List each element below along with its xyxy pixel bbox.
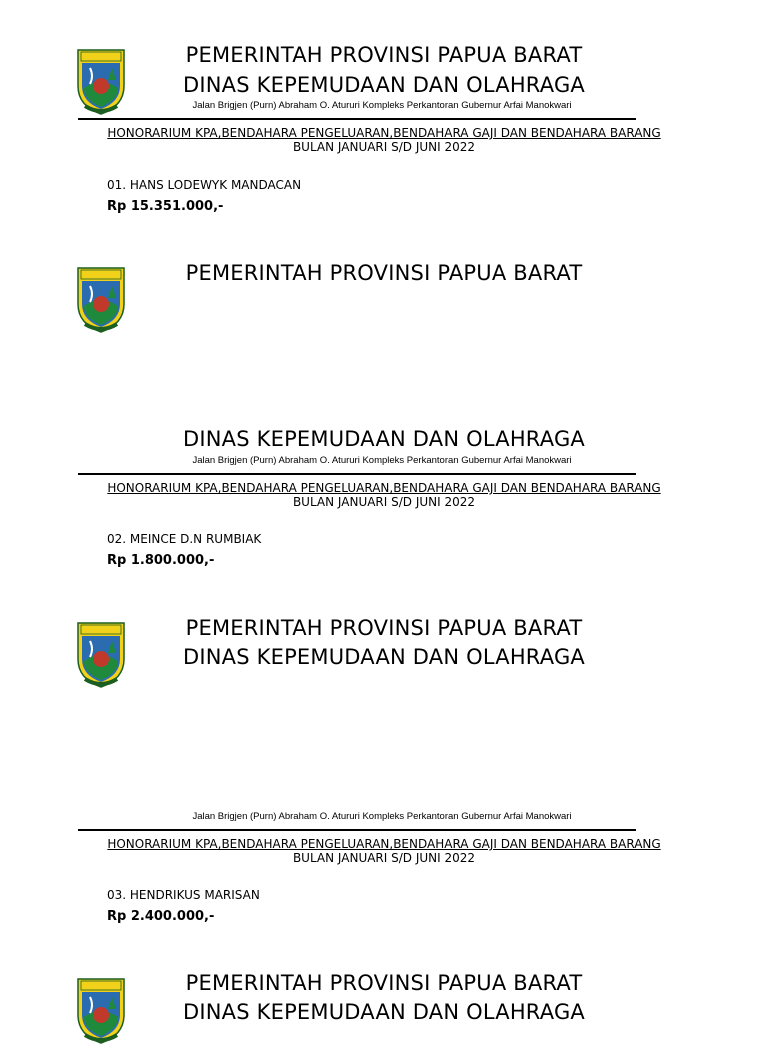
recipient-amount: Rp 1.800.000,- bbox=[107, 553, 215, 568]
header-line-1: PEMERINTAH PROVINSI PAPUA BARAT bbox=[185, 616, 583, 640]
recipient-name: 01. HANS LODEWYK MANDACAN bbox=[107, 178, 302, 192]
document-title: HONORARIUM KPA,BENDAHARA PENGELUARAN,BENDAHARA GAJI DAN BENDAHARA BARANG bbox=[107, 126, 661, 140]
header-line-2: DINAS KEPEMUDAAN DAN OLAHRAGA bbox=[182, 427, 585, 451]
header-rule bbox=[78, 829, 636, 831]
emblem-logo bbox=[72, 619, 130, 689]
recipient-amount: Rp 15.351.000,- bbox=[107, 199, 224, 214]
recipient-amount: Rp 2.400.000,- bbox=[107, 909, 215, 924]
document-title: HONORARIUM KPA,BENDAHARA PENGELUARAN,BENDAHARA GAJI DAN BENDAHARA BARANG bbox=[107, 837, 661, 851]
header-address: Jalan Brigjen (Purn) Abraham O. Atururi Kompleks Perkantoran Gubernur Arfai Manokwari bbox=[192, 100, 572, 111]
header-address: Jalan Brigjen (Purn) Abraham O. Atururi Kompleks Perkantoran Gubernur Arfai Manokwari bbox=[192, 811, 572, 822]
emblem-logo bbox=[72, 975, 130, 1045]
header-line-2: DINAS KEPEMUDAAN DAN OLAHRAGA bbox=[182, 73, 585, 97]
document-period: BULAN JANUARI S/D JUNI 2022 bbox=[292, 495, 476, 509]
header-line-1: PEMERINTAH PROVINSI PAPUA BARAT bbox=[185, 971, 583, 995]
header-line-1: PEMERINTAH PROVINSI PAPUA BARAT bbox=[185, 261, 583, 285]
recipient-name: 02. MEINCE D.N RUMBIAK bbox=[107, 532, 262, 546]
header-line-1: PEMERINTAH PROVINSI PAPUA BARAT bbox=[185, 43, 583, 67]
emblem-logo bbox=[72, 46, 130, 116]
header-rule bbox=[78, 118, 636, 120]
document-period: BULAN JANUARI S/D JUNI 2022 bbox=[292, 851, 476, 865]
header-address: Jalan Brigjen (Purn) Abraham O. Atururi Kompleks Perkantoran Gubernur Arfai Manokwari bbox=[192, 455, 572, 466]
document-period: BULAN JANUARI S/D JUNI 2022 bbox=[292, 140, 476, 154]
emblem-logo bbox=[72, 264, 130, 334]
document-title: HONORARIUM KPA,BENDAHARA PENGELUARAN,BENDAHARA GAJI DAN BENDAHARA BARANG bbox=[107, 481, 661, 495]
header-line-2: DINAS KEPEMUDAAN DAN OLAHRAGA bbox=[182, 645, 585, 669]
recipient-name: 03. HENDRIKUS MARISAN bbox=[107, 888, 260, 902]
header-rule bbox=[78, 473, 636, 475]
header-line-2: DINAS KEPEMUDAAN DAN OLAHRAGA bbox=[182, 1000, 585, 1024]
